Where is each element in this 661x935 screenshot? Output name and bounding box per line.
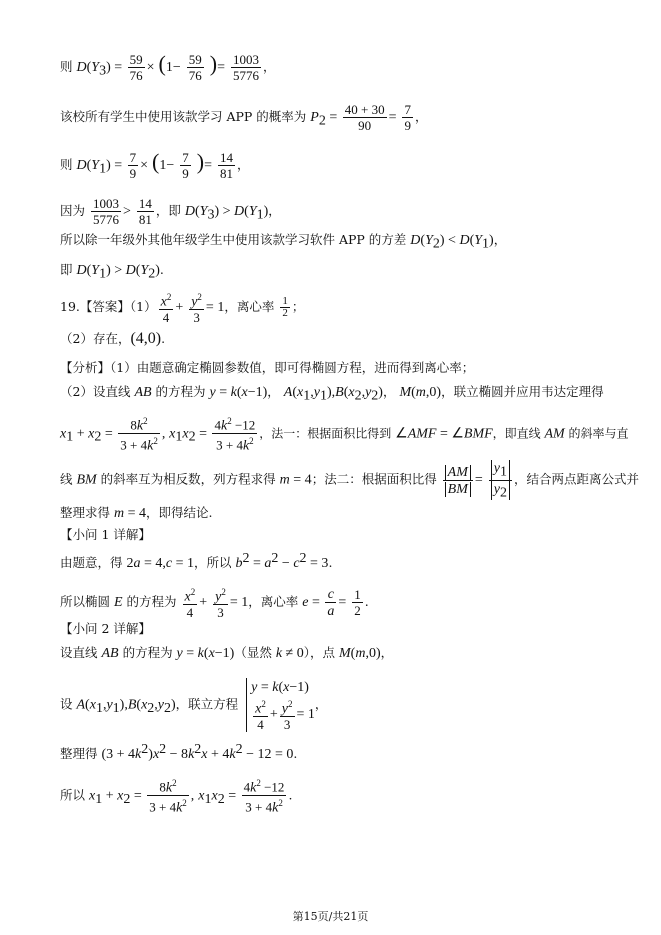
analysis-1: 【分析】（1）由题意确定椭圆参数值，即可得椭圆方程，进而得到离心率； [60, 360, 475, 375]
answer-19: 19.【答案】（1） $\frac{x^2}{4}$ + $\frac{y^2}{3}$ = 1，离心率 $\frac{1}{2}$ ； [60, 292, 305, 326]
sub1-step2: 所以椭圆 E 的方程为 $\frac{x^2}{4}$ + $\frac{y^2}{3}$ = 1，离心率 e = $\frac{c}{a}$ = $\frac{1}{2}$ . [60, 587, 369, 621]
subquestion-2-header: 【小问 2 详解】 [60, 621, 151, 636]
answer-19-2: （2）存在，(4,0). [60, 330, 166, 347]
line-conclusion: 即 $D(Y_1) > D(Y_2)$. [60, 262, 164, 282]
sub2-system: 设 $A(x_1,y_1),B(x_2,y_2)$，联立方程 y = k(x−1) $\frac{x^2}{4}$ + $\frac{y^2}{3}$ = 1 ， [60, 680, 328, 733]
line-dy1: 则 $D(Y_1)$ = $\frac{7}{9}$ × (1− $\frac{7}{9}$ )= $\frac{14}{81}$ ， [60, 149, 250, 181]
line-dy3: 则 $D(Y_3)$ = $\frac{59}{76}$ × (1− $\frac{59}{76}$ )= $\frac{1003}{5776}$ ， [60, 51, 276, 83]
page-footer: 第15页/共21页 [292, 910, 369, 923]
analysis-2: （2）设直线 AB 的方程为 y = k(x−1)， $A(x_1,y_1),B(x_2,y_2)$， M(m,0)，联立椭圆并应用韦达定理得 [60, 384, 604, 404]
analysis-vieta: $x_1 + x_2$ = $\frac{8k^2}{3 + 4k^2}$ , $x_1x_2$ = $\frac{4k^2 -12}{3 + 4k^2}$ ，法一：根据面积比得到 ∠AMF = ∠BMF，即直线 AM 的斜率与直 [60, 416, 629, 454]
line-variance: 所以除一年级外其他年级学生中使用该款学习软件 APP 的方差 $D(Y_2) < D(Y_1)$， [60, 232, 507, 252]
analysis-end: 整理求得 m = 4，即得结论. [60, 505, 213, 521]
sub2-vieta: 所以 $x_1 + x_2$ = $\frac{8k^2}{3 + 4k^2}$ , $x_1x_2$ = $\frac{4k^2 -12}{3 + 4k^2}$ . [60, 778, 293, 816]
sub2-quadratic: 整理得 $(3 + 4k^2)x^2 - 8k^2x + 4k^2 - 12 = 0$. [60, 742, 298, 763]
line-p2: 该校所有学生中使用该款学习 APP 的概率为 $P_2$ = $\frac{40 + 30}{90}$ = $\frac{7}{9}$ ， [60, 102, 428, 133]
sub2-step1: 设直线 AB 的方程为 y = k(x−1)（显然 k ≠ 0），点 M(m,0)， [60, 645, 394, 661]
line-compare: 因为 $\frac{1003}{5776}$ > $\frac{14}{81}$ ，即 $D(Y_3) > D(Y_1)$， [60, 196, 281, 227]
sub1-step1: 由题意，得 2a = 4,c = 1，所以 $b^2 = a^2 - c^2 = 3$. [60, 551, 333, 572]
subquestion-1-header: 【小问 1 详解】 [60, 527, 151, 542]
analysis-method2: 线 BM 的斜率互为相反数，列方程求得 m = 4；法二：根据面积比得 $\frac{AM}{BM}$ = $\frac{y_1}{y_2}$ ，结合两点距离公式并 [60, 461, 640, 501]
